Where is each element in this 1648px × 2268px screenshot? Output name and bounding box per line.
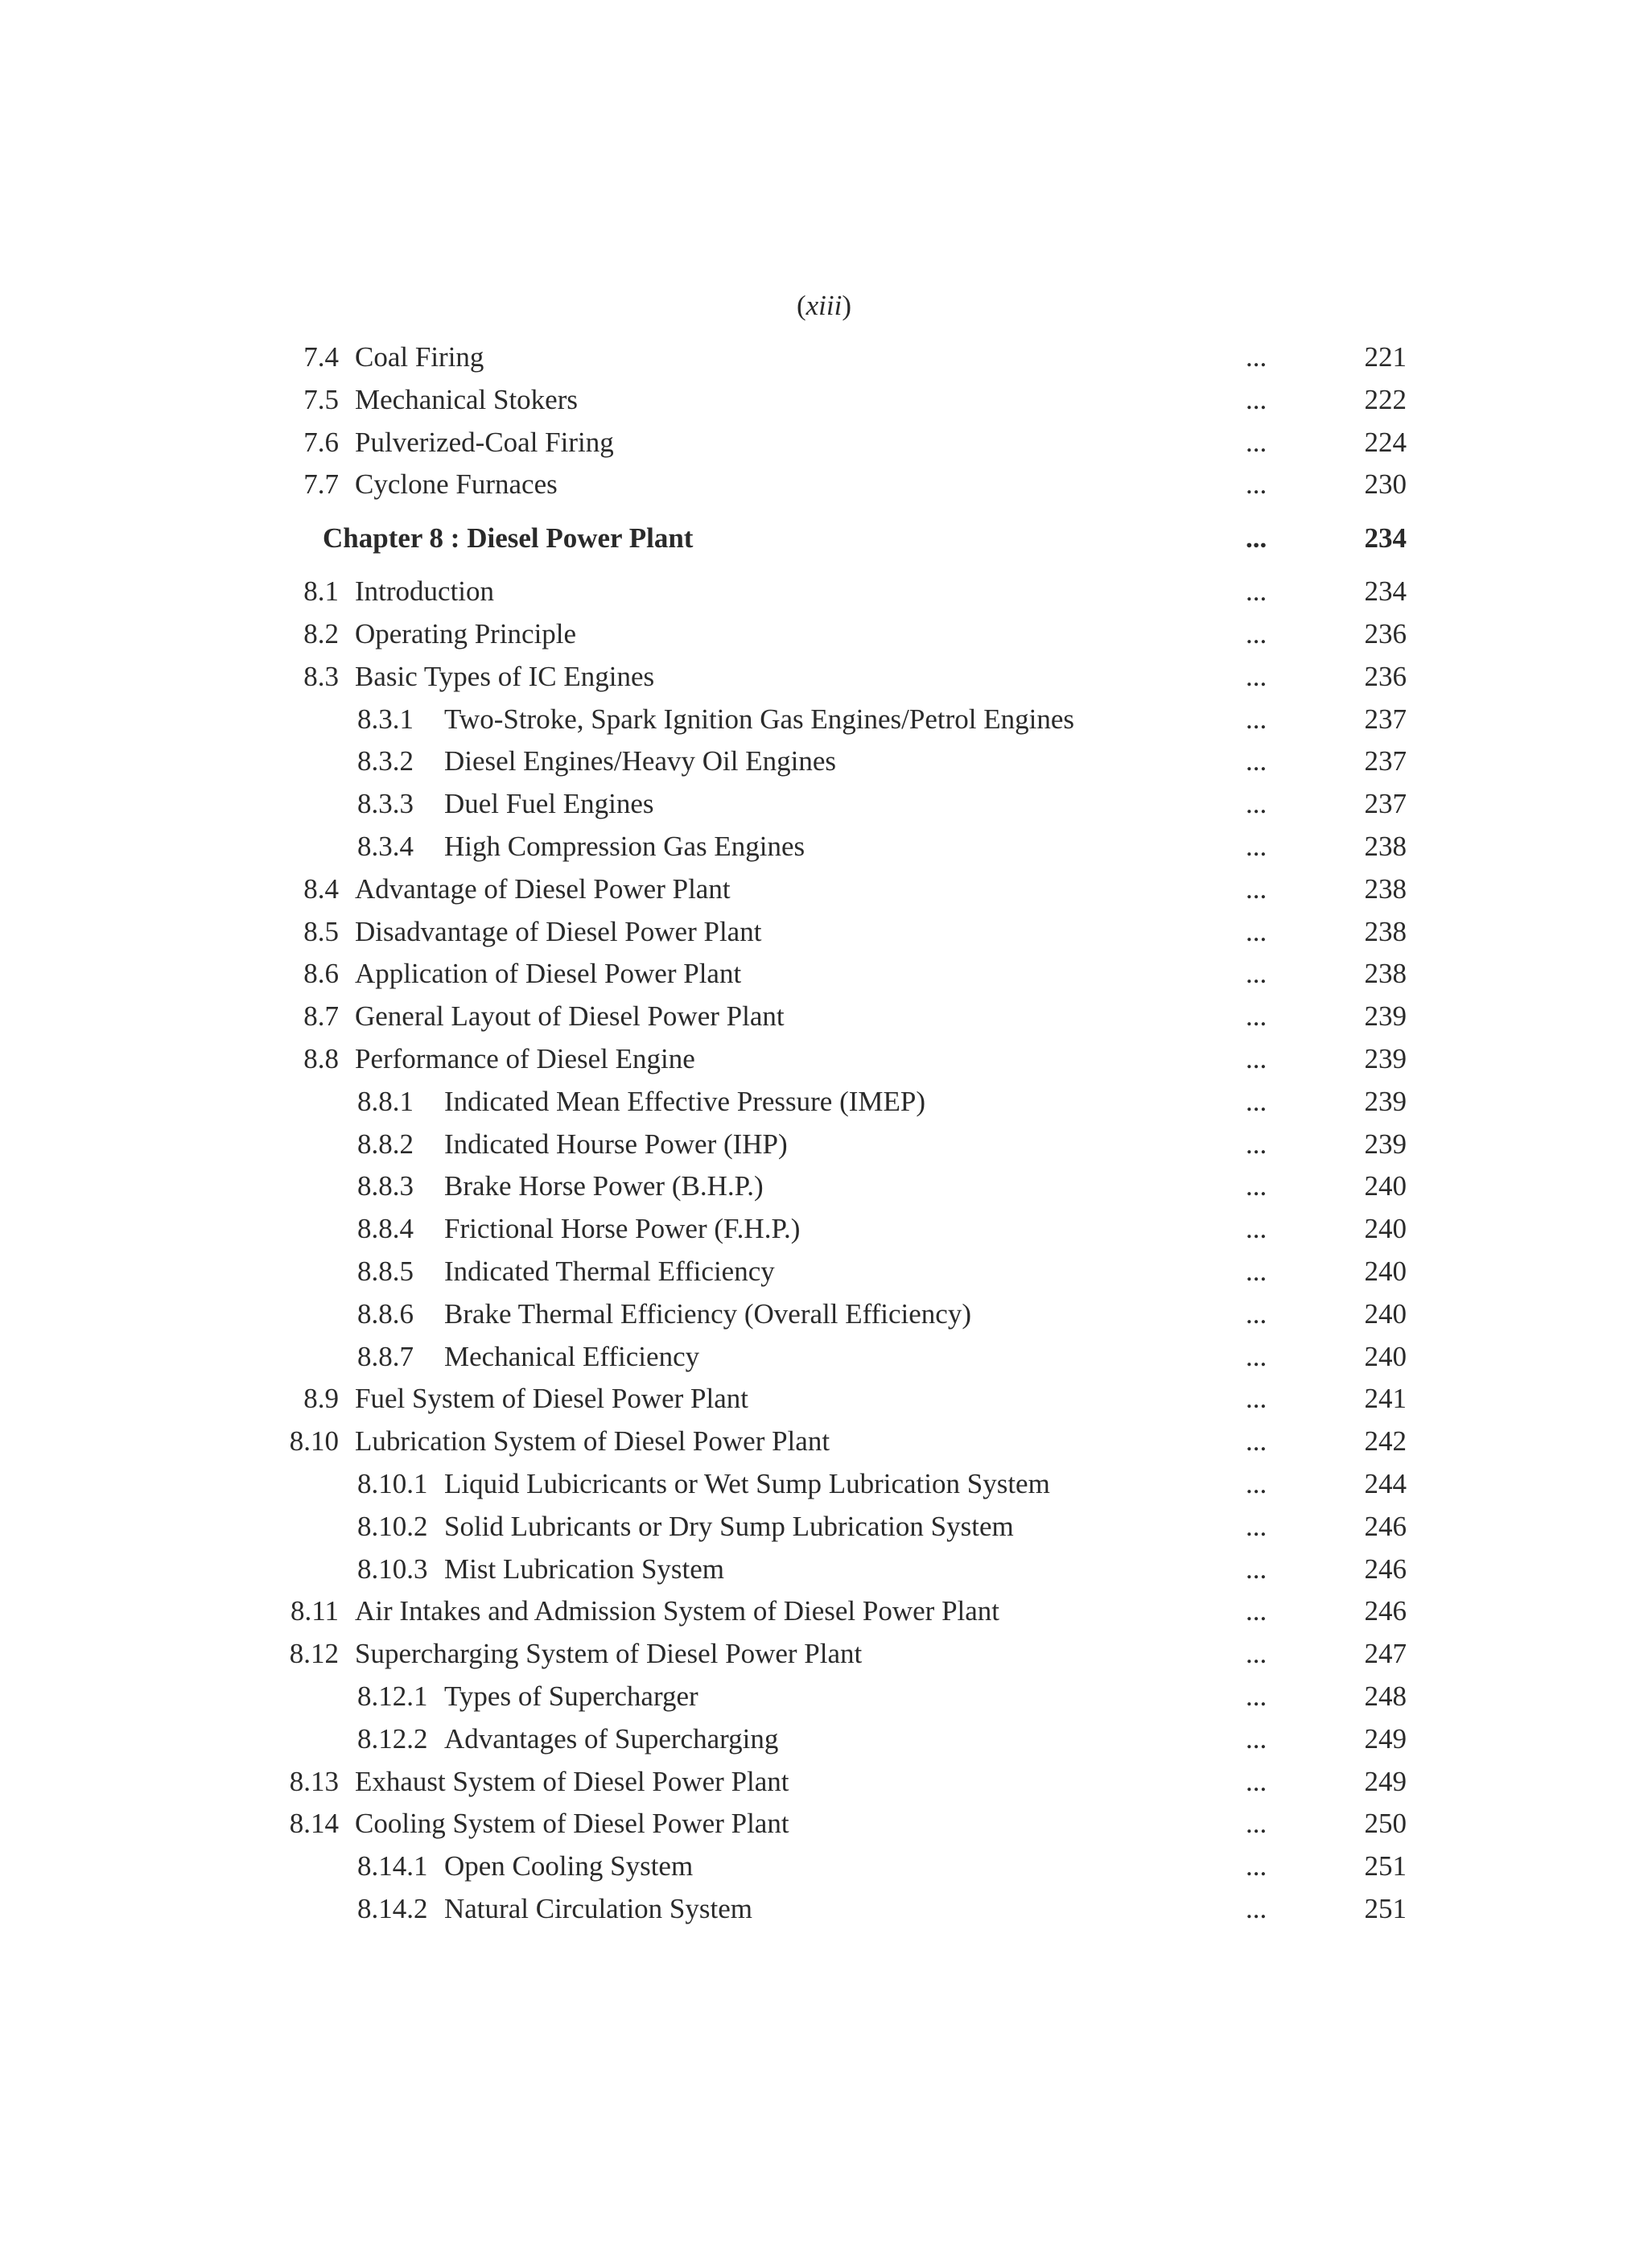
toc-entry-number: 8.3	[303, 660, 339, 692]
toc-entry-number: 8.14	[289, 1808, 339, 1840]
toc-entry-leader: ...	[1246, 522, 1267, 555]
toc-entry-page: 221	[1364, 341, 1407, 373]
toc-entry-title: Open Cooling System	[444, 1850, 694, 1882]
toc-entry	[0, 1506, 1648, 1548]
toc-entry-leader: ...	[1246, 1765, 1267, 1797]
toc-entry-title: Diesel Engines/Heavy Oil Engines	[444, 745, 836, 777]
toc-entry-number: 8.13	[289, 1765, 339, 1797]
toc-entry-page: 242	[1364, 1425, 1407, 1458]
toc-entry-leader: ...	[1246, 1467, 1267, 1499]
toc-entry-page: 250	[1364, 1808, 1407, 1840]
toc-entry-leader: ...	[1246, 872, 1267, 905]
toc-entry-page: 239	[1364, 1042, 1407, 1074]
toc-entry-page: 251	[1364, 1892, 1407, 1924]
toc-entry	[0, 1038, 1648, 1081]
toc-entry	[0, 1293, 1648, 1336]
toc-entry-title: Introduction	[355, 575, 495, 608]
toc-entry-title: Types of Supercharger	[444, 1680, 698, 1712]
toc-entry-page: 240	[1364, 1213, 1407, 1245]
toc-entry-leader: ...	[1246, 575, 1267, 608]
toc-entry-title: Coal Firing	[355, 341, 484, 373]
toc-entry	[0, 911, 1648, 954]
toc-entry-leader: ...	[1246, 341, 1267, 373]
toc-entry-page: 236	[1364, 617, 1407, 649]
toc-entry-leader: ...	[1246, 958, 1267, 990]
toc-entry-page: 234	[1364, 522, 1407, 555]
toc-entry-leader: ...	[1246, 1383, 1267, 1415]
toc-entry-number: 7.4	[303, 341, 339, 373]
toc-entry	[0, 379, 1648, 422]
toc-entry	[0, 1803, 1648, 1845]
toc-entry-leader: ...	[1246, 1000, 1267, 1033]
toc-entry-title: Mechanical Efficiency	[444, 1340, 700, 1372]
toc-entry	[0, 1081, 1648, 1124]
toc-entry	[0, 1421, 1648, 1463]
toc-entry-title: High Compression Gas Engines	[444, 830, 805, 862]
toc-entry-title: Indicated Mean Effective Pressure (IMEP)	[444, 1085, 926, 1117]
toc-entry-page: 240	[1364, 1340, 1407, 1372]
toc-entry-page: 238	[1364, 830, 1407, 862]
toc-entry-leader: ...	[1246, 617, 1267, 649]
page-number-close: )	[842, 290, 852, 321]
toc-entry-title: Mist Lubrication System	[444, 1553, 725, 1585]
toc-entry-number: 7.7	[303, 468, 339, 501]
toc-entry-title: Fuel System of Diesel Power Plant	[355, 1383, 748, 1415]
toc-entry	[0, 656, 1648, 699]
toc-entry-leader: ...	[1246, 383, 1267, 415]
toc-entry-number: 7.5	[303, 383, 339, 415]
toc-entry	[0, 336, 1648, 379]
toc-entry-leader: ...	[1246, 788, 1267, 820]
toc-entry-page: 248	[1364, 1680, 1407, 1712]
toc-entry-title: Mechanical Stokers	[355, 383, 578, 415]
toc-entry-leader: ...	[1246, 1213, 1267, 1245]
toc-entry-number: 8.12	[289, 1638, 339, 1670]
toc-entry-page: 237	[1364, 745, 1407, 777]
toc-entry-leader: ...	[1246, 1340, 1267, 1372]
toc-entry-number: 8.8.7	[357, 1340, 414, 1372]
toc-entry-title: Cyclone Furnaces	[355, 468, 558, 501]
toc-entry-title: Indicated Hourse Power (IHP)	[444, 1128, 788, 1160]
toc-entry-leader: ...	[1246, 1638, 1267, 1670]
toc-entry-title: Frictional Horse Power (F.H.P.)	[444, 1213, 801, 1245]
toc-entry	[0, 740, 1648, 783]
toc-entry-number: 8.14.1	[357, 1850, 428, 1882]
toc-entry-number: 8.8.3	[357, 1170, 414, 1202]
page-number-open: (	[796, 290, 806, 321]
toc-entry-leader: ...	[1246, 1425, 1267, 1458]
toc-entry	[0, 464, 1648, 506]
toc-entry-number: 7.6	[303, 426, 339, 458]
toc-entry-title: Natural Circulation System	[444, 1892, 752, 1924]
toc-entry-leader: ...	[1246, 1297, 1267, 1330]
toc-entry-title: Brake Thermal Efficiency (Overall Efficiency)	[444, 1297, 971, 1330]
toc-entry	[0, 1633, 1648, 1676]
toc-entry-title: Brake Horse Power (B.H.P.)	[444, 1170, 764, 1202]
toc-entry-title: Operating Principle	[355, 617, 577, 649]
toc-entry-title: Advantage of Diesel Power Plant	[355, 872, 731, 905]
toc-entry-leader: ...	[1246, 1042, 1267, 1074]
toc-entry	[0, 826, 1648, 868]
toc-entry-leader: ...	[1246, 830, 1267, 862]
toc-entry-number: 8.1	[303, 575, 339, 608]
toc-entry-title: Disadvantage of Diesel Power Plant	[355, 915, 762, 947]
toc-entry	[0, 1676, 1648, 1718]
toc-entry	[0, 571, 1648, 613]
toc-entry-page: 224	[1364, 426, 1407, 458]
toc-entry-page: 246	[1364, 1553, 1407, 1585]
toc-entry-number: 8.10.1	[357, 1467, 428, 1499]
toc-entry-number: 8.12.2	[357, 1722, 428, 1755]
toc-entry	[0, 1845, 1648, 1888]
toc-entry-page: 239	[1364, 1128, 1407, 1160]
toc-entry-page: 238	[1364, 915, 1407, 947]
toc-entry-number: 8.5	[303, 915, 339, 947]
toc-entry	[0, 1548, 1648, 1591]
toc-entry	[0, 613, 1648, 656]
toc-entry-number: 8.2	[303, 617, 339, 649]
toc-entry-page: 246	[1364, 1510, 1407, 1542]
toc-entry-leader: ...	[1246, 1808, 1267, 1840]
toc-entry	[0, 953, 1648, 996]
toc-entry-leader: ...	[1246, 1722, 1267, 1755]
toc-entry-page: 238	[1364, 958, 1407, 990]
toc-entry	[0, 1463, 1648, 1506]
toc-entry-number: 8.14.2	[357, 1892, 428, 1924]
toc-entry-leader: ...	[1246, 1255, 1267, 1287]
toc-entry-title: Two-Stroke, Spark Ignition Gas Engines/Petrol Engines	[444, 703, 1075, 735]
toc-entry-page: 249	[1364, 1765, 1407, 1797]
toc-entry	[0, 1208, 1648, 1251]
toc-entry-leader: ...	[1246, 468, 1267, 501]
toc-entry-leader: ...	[1246, 1680, 1267, 1712]
toc-entry-leader: ...	[1246, 426, 1267, 458]
toc-entry-number: 8.10.3	[357, 1553, 428, 1585]
toc-entry-title: Indicated Thermal Efficiency	[444, 1255, 775, 1287]
toc-entry-leader: ...	[1246, 1510, 1267, 1542]
toc-entry-leader: ...	[1246, 1850, 1267, 1882]
toc-entry-number: 8.8.4	[357, 1213, 414, 1245]
toc-entry-number: 8.10	[289, 1425, 339, 1458]
toc-entry-number: 8.9	[303, 1383, 339, 1415]
toc-entry-title: Liquid Lubicricants or Wet Sump Lubrication System	[444, 1467, 1050, 1499]
toc-entry-leader: ...	[1246, 1892, 1267, 1924]
toc-entry	[0, 996, 1648, 1038]
toc-entry-page: 237	[1364, 703, 1407, 735]
toc-entry-page: 240	[1364, 1297, 1407, 1330]
toc-entry-number: 8.7	[303, 1000, 339, 1033]
page-number	[0, 288, 1648, 324]
toc-entry	[0, 699, 1648, 741]
toc-entry-page: 251	[1364, 1850, 1407, 1882]
toc-entry-page: 222	[1364, 383, 1407, 415]
toc-entry-number: 8.12.1	[357, 1680, 428, 1712]
toc-entry-page: 239	[1364, 1085, 1407, 1117]
toc-entry-leader: ...	[1246, 915, 1267, 947]
toc-entry-title: Air Intakes and Admission System of Diesel Power Plant	[355, 1595, 1000, 1627]
toc-entry-title: Pulverized-Coal Firing	[355, 426, 614, 458]
toc-entry-number: 8.8.1	[357, 1085, 414, 1117]
toc-entry-title: Advantages of Supercharging	[444, 1722, 779, 1755]
page-number-roman: xiii	[805, 290, 843, 321]
toc-entry-number: 8.3.3	[357, 788, 414, 820]
toc-entry	[0, 1124, 1648, 1166]
toc-entry-page: 239	[1364, 1000, 1407, 1033]
toc-entry-number: 8.8.5	[357, 1255, 414, 1287]
toc-entry	[0, 422, 1648, 464]
toc-entry	[0, 1718, 1648, 1761]
toc-entry-title: Exhaust System of Diesel Power Plant	[355, 1765, 789, 1797]
toc-entry-number: 8.3.4	[357, 830, 414, 862]
toc-entry-title: Application of Diesel Power Plant	[355, 958, 742, 990]
toc-entry-number: 8.3.2	[357, 745, 414, 777]
toc-entry-leader: ...	[1246, 660, 1267, 692]
toc-entry	[0, 1165, 1648, 1208]
toc-entry-number: 8.8.6	[357, 1297, 414, 1330]
toc-entry-title: Solid Lubricants or Dry Sump Lubrication System	[444, 1510, 1014, 1542]
toc-chapter-heading	[0, 506, 1648, 571]
toc-entry-number: 8.6	[303, 958, 339, 990]
toc-entry-page: 238	[1364, 872, 1407, 905]
toc-entry-number: 8.3.1	[357, 703, 414, 735]
toc-entry-leader: ...	[1246, 1085, 1267, 1117]
toc-entry-page: 230	[1364, 468, 1407, 501]
toc-entry	[0, 1378, 1648, 1421]
toc-entry-page: 240	[1364, 1255, 1407, 1287]
toc-entry-leader: ...	[1246, 1128, 1267, 1160]
toc-entry-page: 249	[1364, 1722, 1407, 1755]
toc-entry-number: 8.11	[290, 1595, 339, 1627]
toc-entry	[0, 1761, 1648, 1804]
toc-entry-number: 8.4	[303, 872, 339, 905]
toc-entry-leader: ...	[1246, 1553, 1267, 1585]
toc-entry-number: 8.10.2	[357, 1510, 428, 1542]
toc-entry-leader: ...	[1246, 1170, 1267, 1202]
toc-entry-number: 8.8.2	[357, 1128, 414, 1160]
toc-entry-title: Lubrication System of Diesel Power Plant	[355, 1425, 830, 1458]
toc-entry-page: 236	[1364, 660, 1407, 692]
toc-entry-title: Duel Fuel Engines	[444, 788, 654, 820]
toc-entry-leader: ...	[1246, 1595, 1267, 1627]
toc-entry-title: Chapter 8 : Diesel Power Plant	[323, 522, 694, 555]
toc-entry-page: 246	[1364, 1595, 1407, 1627]
toc-entry	[0, 783, 1648, 826]
toc-entry	[0, 1888, 1648, 1931]
toc-entry-title: Performance of Diesel Engine	[355, 1042, 695, 1074]
toc-entry-title: Cooling System of Diesel Power Plant	[355, 1808, 789, 1840]
toc-entry-page: 241	[1364, 1383, 1407, 1415]
toc-entry-page: 234	[1364, 575, 1407, 608]
toc-entry-page: 240	[1364, 1170, 1407, 1202]
toc-entry	[0, 1336, 1648, 1379]
toc-entry-page: 244	[1364, 1467, 1407, 1499]
toc-entry-title: Basic Types of IC Engines	[355, 660, 655, 692]
toc-entry-title: General Layout of Diesel Power Plant	[355, 1000, 785, 1033]
toc-entry-page: 247	[1364, 1638, 1407, 1670]
toc-entry-page: 237	[1364, 788, 1407, 820]
toc-entry-number: 8.8	[303, 1042, 339, 1074]
toc-entry-leader: ...	[1246, 703, 1267, 735]
table-of-contents	[0, 336, 1648, 1931]
toc-entry	[0, 1251, 1648, 1293]
toc-entry	[0, 1590, 1648, 1633]
toc-entry	[0, 868, 1648, 911]
toc-entry-leader: ...	[1246, 745, 1267, 777]
toc-entry-title: Supercharging System of Diesel Power Plant	[355, 1638, 863, 1670]
